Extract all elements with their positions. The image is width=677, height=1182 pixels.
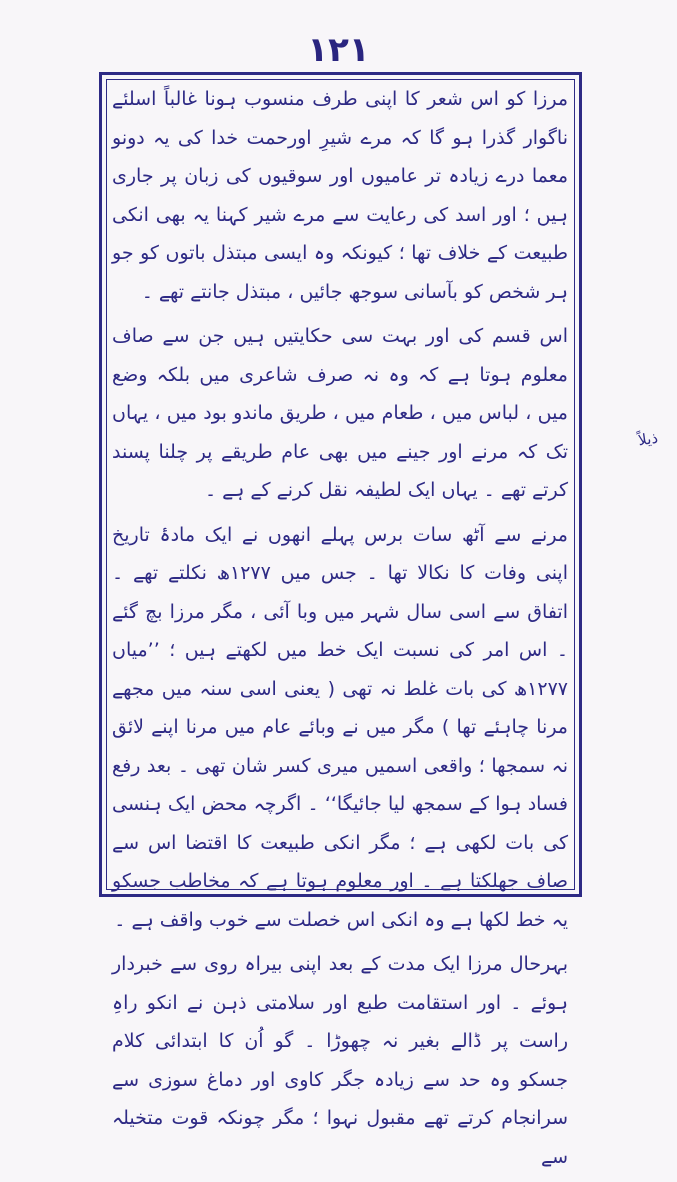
paragraph-3: مرنے سے آٹھ سات برس پہلے انھوں نے ایک مادۂ تاریخ اپنی وفات کا نکالا تھا ۔ جس میں ۱۲۷۷ھ نکلتے تھے ۔ اتفاق سے اسی سال شہر میں وبا آئی ، مگر مرزا بچ گئے ۔ اس امر کی نسبت ایک خط میں لکھتے ہیں ؛ ’’میاں ۱۲۷۷ھ کی بات غلط نہ تھی ( یعنی اسی سنہ میں مجھے مرنا چاہئے تھا ) مگر میں نے وبائے عام میں مرنا اپنے لائق نہ سمجھا ؛ واقعی اسمیں میری کسر شان تھی ۔ بعد رفع فساد ہوا کے سمجھ لیا جائیگا‘‘ ۔ اگرچہ محض ایک ہنسی کی بات لکھی ہے ؛ مگر انکی طبیعت کا اقتضا اس سے صاف جھلکتا ہے ۔ اور معلوم ہوتا ہے کہ مخاطب جسکو یہ خط لکھا ہے وہ انکی اس خصلت سے خوب واقف ہے ۔ bbox=[112, 523, 568, 931]
paragraph-2: اس قسم کی اور بہت سی حکایتیں ہیں جن سے صاف معلوم ہوتا ہے کہ وہ نہ صرف شاعری میں بلکہ وضع میں ، لباس میں ، طعام میں ، طریق ماندو بود میں ، یہاں تک کہ مرنے اور جینے میں بھی عام طریقے پر چلنا پسند کرتے تھے ۔ یہاں ایک لطیفہ نقل کرنے کے ہے ۔ bbox=[112, 325, 568, 501]
margin-note: ذیلاً bbox=[636, 428, 660, 450]
page-number: ۱۲۱ bbox=[307, 30, 370, 70]
paragraph-1: مرزا کو اس شعر کا اپنی طرف منسوب ہونا غالباً اسلئے ناگوار گذرا ہو گا کہ مرے شیرِ اورحمت خدا کی یہ دونو معما درے زیادہ تر عامیوں اور سوقیوں کی زبان پر جاری ہیں ؛ اور اسد کی رعایت سے مرے شیر کہنا یہ بھی انکی طبیعت کے خلاف تھا ؛ کیونکہ وہ ایسی مبتذل باتوں کو جو ہر شخص کو بآسانی سوجھ جائیں ، مبتذل جانتے تھے ۔ bbox=[112, 88, 568, 303]
paragraph-4: بہرحال مرزا ایک مدت کے بعد اپنی بیراہ روی سے خبردار ہوئے ۔ اور استقامت طبع اور سلامتی ذہن نے انکو راہِ راست پر ڈالے بغیر نہ چھوڑا ۔ گو اُن کا ابتدائی کلام جسکو وہ حد سے زیادہ جگر کاوی اور دماغ سوزی سے سرانجام کرتے تھے مقبول نہوا ؛ مگر چونکہ قوت متخیلہ سے bbox=[112, 953, 568, 1168]
page-text bbox=[112, 80, 568, 1182]
